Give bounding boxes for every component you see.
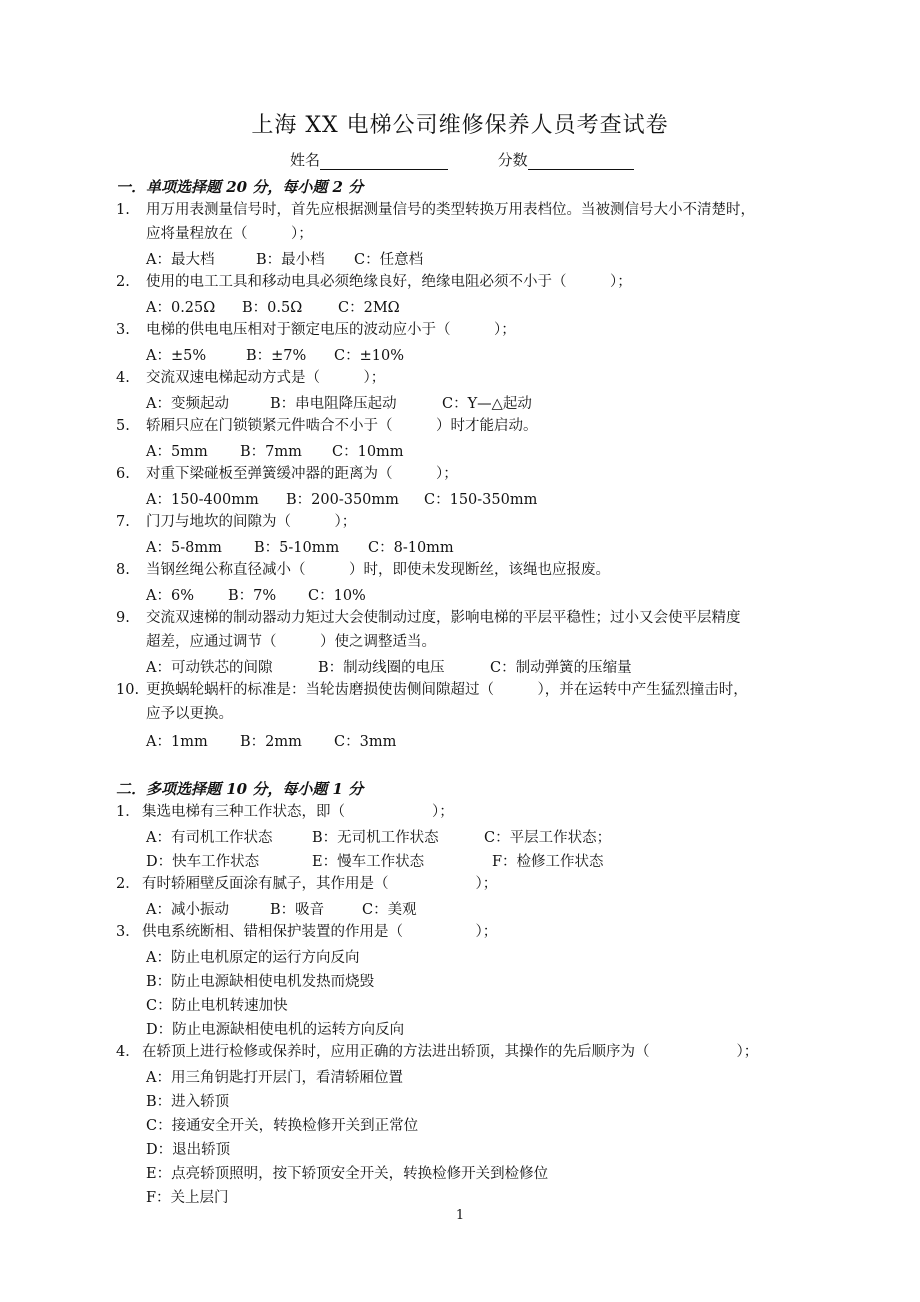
option-row <box>146 584 366 605</box>
option-line: B：防止电源缺相使电机发热而烧毁 <box>146 974 375 990</box>
option: B：制动线圈的电压 <box>318 660 445 676</box>
option: C：美观 <box>362 902 417 918</box>
option: A：可动铁芯的间隙 <box>146 660 273 676</box>
option-row <box>146 248 423 269</box>
question-number: 8. <box>116 562 130 578</box>
option-line: F：关上层门 <box>146 1190 229 1206</box>
question-number: 6. <box>116 466 130 482</box>
option-row <box>146 440 404 461</box>
name-blank <box>320 153 448 170</box>
option: C：Y—△起动 <box>442 396 532 412</box>
option: C：±10% <box>334 348 404 364</box>
question-text: 门刀与地坎的间隙为（ ）； <box>146 514 357 530</box>
option: A：有司机工作状态 <box>146 830 273 846</box>
option-row <box>146 826 611 847</box>
option: E：慢车工作状态 <box>312 854 425 870</box>
question-text: 用万用表测量信号时，首先应根据测量信号的类型转换万用表档位。当被测信号大小不清楚时， <box>146 202 755 218</box>
question-text: 当钢丝绳公称直径减小（ ）时，即使未发现断丝，该绳也应报废。 <box>146 562 610 578</box>
question-text-continued: 应予以更换。 <box>146 706 233 722</box>
question-number: 3． <box>116 924 140 940</box>
option: B：串电阻降压起动 <box>270 396 397 412</box>
option: C：制动弹簧的压缩量 <box>490 660 632 676</box>
option: B：7mm <box>240 444 302 460</box>
option: B：吸音 <box>270 902 325 918</box>
option: A：1mm <box>146 734 208 750</box>
question-text: 交流双速电梯起动方式是（ ）； <box>146 370 386 386</box>
question-text: 供电系统断相、错相保护装置的作用是（ ）； <box>142 924 498 940</box>
option: A：6% <box>146 588 194 604</box>
option: A：0.25Ω <box>146 300 216 316</box>
question-number: 4． <box>116 1044 140 1060</box>
option-line: B：进入轿顶 <box>146 1094 230 1110</box>
section-title: 二．多项选择题 10 分，每小题 1 分 <box>116 780 364 798</box>
question-number: 2． <box>116 876 140 892</box>
option: C：任意档 <box>354 252 424 268</box>
section-title: 一．单项选择题 20 分，每小题 2 分 <box>116 178 364 196</box>
option-line: C：接通安全开关，转换检修开关到正常位 <box>146 1118 419 1134</box>
name-label: 姓名 <box>290 151 321 169</box>
question-text: 对重下梁碰板至弹簧缓冲器的距离为（ ）； <box>146 466 458 482</box>
option-row <box>146 898 417 919</box>
option-line: E：点亮轿顶照明，按下轿顶安全开关，转换检修开关到检修位 <box>146 1166 549 1182</box>
option: A：±5% <box>146 348 207 364</box>
option-line: A：防止电机原定的运行方向反向 <box>146 950 360 966</box>
question-number: 7. <box>116 514 130 530</box>
option-row <box>146 536 454 557</box>
name-score-line <box>290 149 634 170</box>
option-row <box>146 850 604 871</box>
option: B：无司机工作状态 <box>312 830 439 846</box>
option: B：±7% <box>246 348 307 364</box>
option: B：200-350mm <box>286 492 399 508</box>
question-number: 2. <box>116 274 130 290</box>
option: C：平层工作状态； <box>484 830 612 846</box>
option-line: C：防止电机转速加快 <box>146 998 288 1014</box>
option-row <box>146 296 400 317</box>
option: C：10% <box>308 588 366 604</box>
option: A：最大档 <box>146 252 215 268</box>
option: C：10mm <box>332 444 404 460</box>
score-label: 分数 <box>497 151 528 169</box>
question-number: 3. <box>116 322 130 338</box>
question-number: 5. <box>116 418 130 434</box>
option: C：8-10mm <box>368 540 454 556</box>
score-blank <box>528 153 634 170</box>
option: C：3mm <box>334 734 397 750</box>
option: B：0.5Ω <box>242 300 303 316</box>
question-text: 更换蜗轮蜗杆的标准是：当轮齿磨损使齿侧间隙超过（ ），并在运转中产生猛烈撞击时， <box>146 682 748 698</box>
option: C：150-350mm <box>424 492 538 508</box>
question-number: 4. <box>116 370 130 386</box>
option: A：150-400mm <box>146 492 259 508</box>
option: B：最小档 <box>256 252 325 268</box>
page-number: 1 <box>455 1208 465 1223</box>
question-text: 在轿顶上进行检修或保养时，应用正确的方法进出轿顶，其操作的先后顺序为（ ）； <box>142 1044 759 1060</box>
option-row <box>146 730 396 751</box>
option-row <box>146 344 404 365</box>
question-text: 集选电梯有三种工作状态，即（ ）； <box>142 804 454 820</box>
question-number: 1． <box>116 804 140 820</box>
question-text: 使用的电工工具和移动电具必须绝缘良好，绝缘电阻必须不小于（ ）； <box>146 274 632 290</box>
option: A：5mm <box>146 444 208 460</box>
option-line: A：用三角钥匙打开层门，看清轿厢位置 <box>146 1070 403 1086</box>
option: A：5-8mm <box>146 540 222 556</box>
option-row <box>146 488 537 509</box>
option: B：2mm <box>240 734 302 750</box>
question-text: 交流双速梯的制动器动力矩过大会使制动过度，影响电梯的平层平稳性；过小又会使平层精度 <box>146 610 741 626</box>
page-title: 上海 XX 电梯公司维修保养人员考查试卷 <box>251 113 669 138</box>
question-text-continued: 应将量程放在（ ）； <box>146 226 313 242</box>
question-text: 轿厢只应在门锁锁紧元件啮合不小于（ ）时才能启动。 <box>146 418 538 434</box>
question-number: 10. <box>116 682 140 698</box>
option: C：2MΩ <box>338 300 400 316</box>
option-row <box>146 656 632 677</box>
option: A：减小振动 <box>146 902 229 918</box>
option: B：5-10mm <box>254 540 340 556</box>
question-number: 9. <box>116 610 130 626</box>
option: F：检修工作状态 <box>492 854 604 870</box>
option: B：7% <box>228 588 277 604</box>
option-line: D：防止电源缺相使电机的运转方向反向 <box>146 1022 405 1038</box>
question-number: 1. <box>116 202 130 218</box>
option: D：快车工作状态 <box>146 854 260 870</box>
option-line: D：退出轿顶 <box>146 1142 231 1158</box>
option-row <box>146 392 532 413</box>
question-text-continued: 超差，应通过调节（ ）使之调整适当。 <box>146 634 436 650</box>
question-text: 有时轿厢壁反面涂有腻子，其作用是（ ）； <box>142 876 498 892</box>
question-text: 电梯的供电电压相对于额定电压的波动应小于（ ）； <box>146 322 516 338</box>
option: A：变频起动 <box>146 396 229 412</box>
